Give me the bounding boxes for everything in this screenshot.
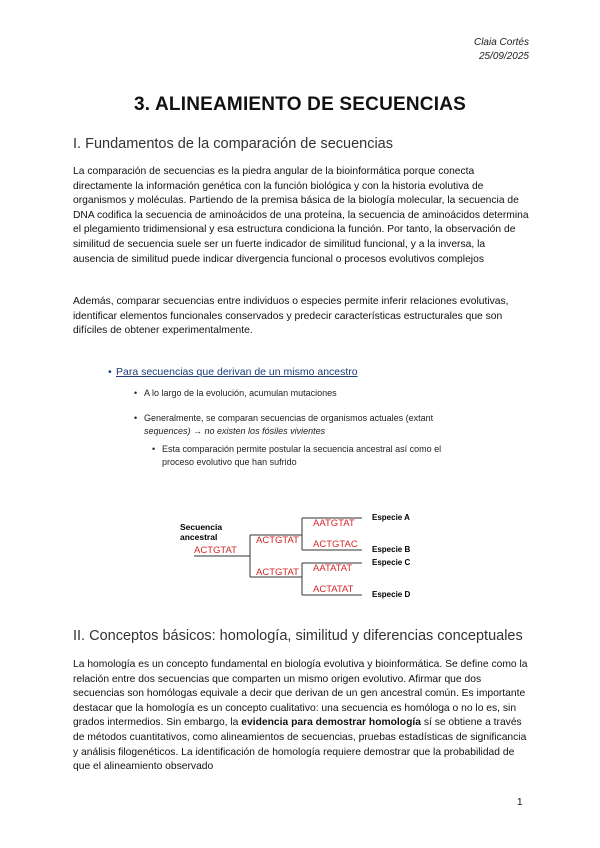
section1-paragraph-1: La comparación de secuencias es la piedra angular de la bioinformática porque conecta directamente la información genética con la función biológica y con la historia evolutiva de organismos y moléculas. Partiendo de la premisa básica de la biología molecular, la secuencia de DNA codifica la secuencia de aminoácidos de una proteína, la secuencia de aminoácidos determina el plegamiento tridimensional y esa estructura condiciona la función. Por tanto, la observación de similitud de secuencia suele ser un fuerte indicador de similitud funcional, y a la inversa, la ausencia de similitud puede indicar divergencia funcional o procesos evolutivos complejos xyxy=(73,166,529,265)
section1-paragraph-2: Además, comparar secuencias entre individuos o especies permite inferir relaciones evolutivas, identificar elementos funcionales conservados y predecir características estructurales que son difíciles de obtener experimentalmente. xyxy=(73,296,509,337)
ancestral-sequence: ACTGTAT xyxy=(194,545,237,556)
leaf-sequence-c: AATATAT xyxy=(313,563,353,574)
section2-bold-evidence: evidencia para demostrar homología xyxy=(241,717,421,729)
figure-bullet-extant-line1: Generalmente, se comparan secuencias de organismos actuales (extant xyxy=(144,413,434,423)
bullet-icon: • xyxy=(108,366,112,378)
species-b-label: Especie B xyxy=(372,545,411,554)
page-number: 1 xyxy=(517,797,523,808)
intermediate-sequence-top: ACTGTAT xyxy=(256,535,299,546)
section2-paragraph-1 xyxy=(73,658,529,775)
species-c-label: Especie C xyxy=(372,558,411,567)
ancestral-label-1: Secuencia xyxy=(180,522,223,532)
section-heading-1: I. Fundamentos de la comparación de secuencias xyxy=(73,136,393,152)
figure-bullet-ancestral-line1: Esta comparación permite postular la secuencia ancestral así como el xyxy=(162,444,442,454)
figure-bullet-mutations-text: A lo largo de la evolución, acumulan mutaciones xyxy=(144,388,337,398)
section2-text-1: La homología es un concepto fundamental en biología evolutiva y bioinformática. Se define como la relación entre dos secuencias que comparten un mismo origen evolutivo. Afirmar que dos secuencias son homólogas equivale a decir que derivan de un gen ancestral común. Es importante destacar que la homología es un concepto cualitativo: una secuencia es homóloga o no lo es, sin grados intermedios. Sin embargo, la xyxy=(73,659,528,729)
figure-bullet-ancestral-line2: proceso evolutivo que han sufrido xyxy=(162,456,297,467)
phylogenetic-tree xyxy=(110,360,470,610)
species-d-label: Especie D xyxy=(372,590,411,599)
species-a-label: Especie A xyxy=(372,513,410,522)
evolution-figure xyxy=(110,360,470,610)
bullet-icon: • xyxy=(134,388,138,398)
leaf-sequence-d: ACTATAT xyxy=(313,584,354,595)
section2-text-2: sí se obtiene a través de métodos cuantitativos, como alineamientos de secuencias, pruebas estadísticas de significancia y análisis filogenéticos. La identificación de homología requiere demostrar que la probabilidad de que el alineamiento observado xyxy=(73,717,527,773)
header-meta xyxy=(474,36,529,64)
bullet-icon: • xyxy=(134,413,138,423)
leaf-sequence-b: ACTGTAC xyxy=(313,539,358,550)
intermediate-sequence-bottom: ACTGTAT xyxy=(256,567,299,578)
bullet-icon: • xyxy=(152,444,156,454)
page-title: 3. ALINEAMIENTO DE SECUENCIAS xyxy=(133,94,466,115)
figure-bullet-main-text: Para secuencias que derivan de un mismo ancestro xyxy=(116,366,358,378)
document-date: 25/09/2025 xyxy=(478,51,529,62)
figure-bullet-extant-line2: sequences) → no existen los fósiles vivientes xyxy=(144,425,326,436)
leaf-sequence-a: AATGTAT xyxy=(313,518,355,529)
section-heading-2: II. Conceptos básicos: homología, similitud y diferencias conceptuales xyxy=(73,628,523,644)
author-name: Claia Cortés xyxy=(473,37,529,48)
ancestral-label-2: ancestral xyxy=(180,532,218,542)
